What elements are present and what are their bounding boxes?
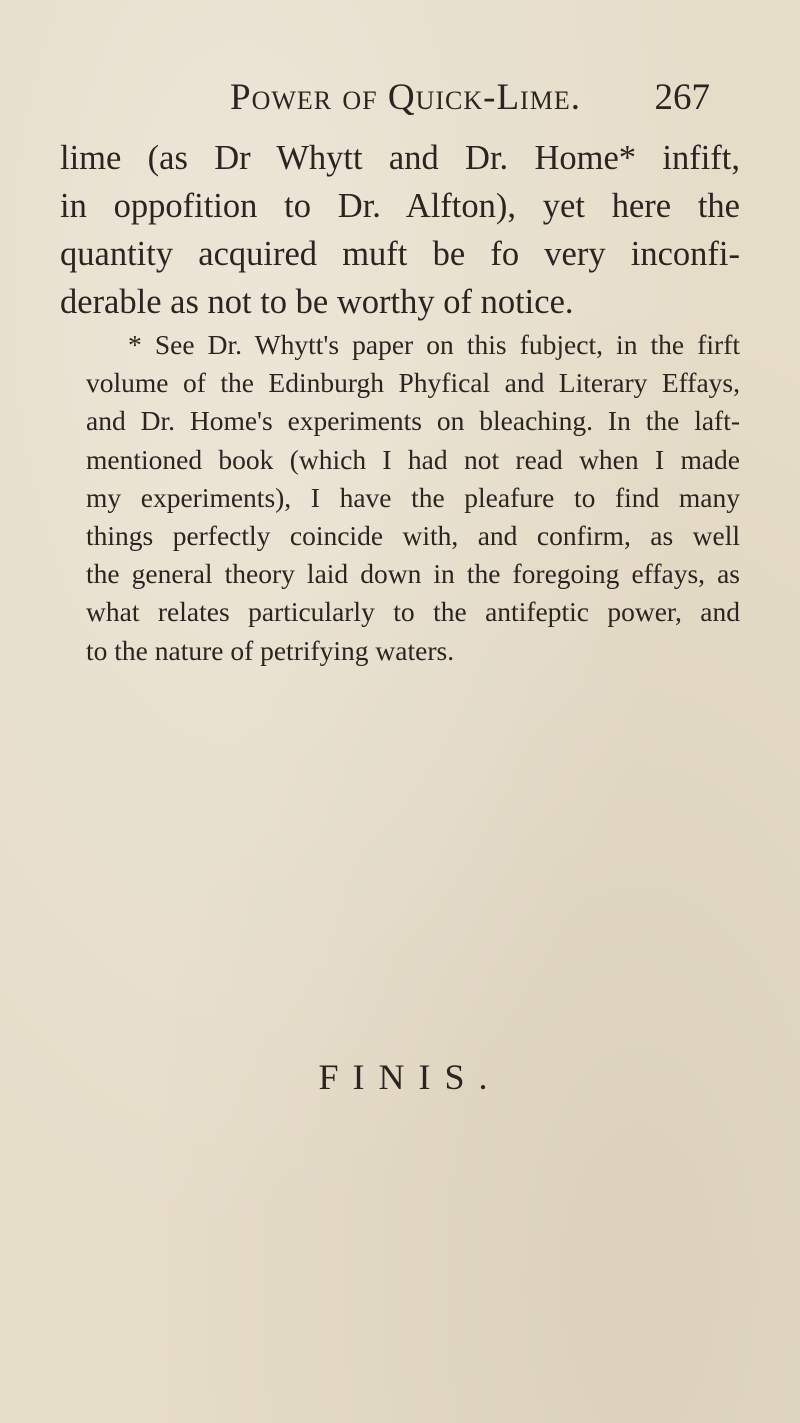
main-text [60, 134, 740, 326]
running-title: Power of Quick-Lime. [230, 77, 581, 118]
text-line: in oppofition to Dr. Alfton), yet here the [60, 187, 740, 225]
running-head [230, 76, 710, 126]
footnote [60, 326, 740, 670]
footnote-line: my experiments), I have the pleafure to find many [86, 481, 740, 513]
footnote-line: volume of the Edinburgh Phyfical and Literary Effays, [86, 367, 740, 399]
page-number: 267 [654, 77, 710, 118]
footnote-line: and Dr. Home's experiments on bleaching. In the laft- [86, 405, 740, 437]
footnote-line: * See Dr. Whytt's paper on this fubject, in the firft [128, 329, 740, 360]
footnote-line: mentioned book (which I had not read when I made [86, 443, 740, 475]
text-line: quantity acquired muft be fo very inconfi- [60, 235, 740, 273]
text-line: derable as not to be worthy of notice. [60, 283, 574, 321]
footnote-line: things perfectly coincide with, and confirm, as well [86, 520, 740, 552]
footnote-line: to the nature of petrifying waters. [86, 634, 455, 666]
finis-closing: FINIS. [318, 1057, 502, 1097]
text-line: lime (as Dr Whytt and Dr. Home* infift, [60, 139, 740, 177]
footnote-line: the general theory laid down in the foregoing effays, as [86, 558, 740, 590]
footnote-line: what relates particularly to the antifeptic power, and [86, 596, 740, 628]
